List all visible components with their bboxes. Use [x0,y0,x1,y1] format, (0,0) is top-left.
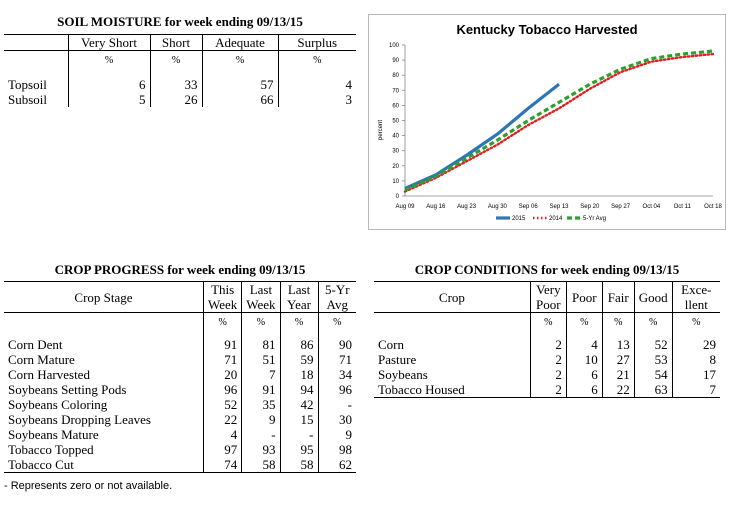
cell-value: 6 [566,382,602,398]
crop-progress-table [4,281,356,473]
unit-label: % [634,313,672,332]
cell-value: 81 [242,337,280,352]
cell-value: 27 [602,352,634,367]
cell-value: 52 [634,337,672,352]
tobacco-harvest-chart [368,14,726,230]
cell-value: 4 [203,427,241,442]
cell-value: 4 [566,337,602,352]
chart-legend [496,216,606,222]
row-label: Topsoil [8,77,47,92]
soil-moisture-title: SOIL MOISTURE for week ending 09/13/15 [57,14,303,29]
unit-spacer [4,51,68,70]
y-tick-label: 80 [392,73,399,80]
row-label: Soybeans Dropping Leaves [8,412,151,427]
cell-value: 52 [203,397,241,412]
col-header-surplus: Surplus [278,35,356,51]
y-tick-label: 70 [392,88,399,95]
table-row [4,412,356,427]
unit-label: % [242,313,280,332]
col-header-last-year-2: Year [280,297,318,313]
row-label: Soybeans Coloring [8,397,108,412]
table-row [374,382,720,398]
cell-value: 74 [203,457,241,473]
cell-value: 91 [203,337,241,352]
y-tick-label: 10 [392,178,399,185]
col-header-fair: Fair [602,282,634,313]
table-row [4,457,356,473]
cell-value: 22 [203,412,241,427]
cell-value: 66 [202,92,278,107]
row-label: Tobacco Topped [8,442,94,457]
row-label: Soybeans Mature [8,427,99,442]
row-label: Corn Dent [8,337,63,352]
series-line-2014 [405,54,713,191]
cell-value: 7 [672,382,720,398]
crop-progress-title: CROP PROGRESS for week ending 09/13/15 [54,262,306,277]
y-tick-label: 90 [392,58,399,65]
cell-value: 7 [242,367,280,382]
table-row [4,367,356,382]
cell-value: 63 [634,382,672,398]
unit-label: % [202,51,278,70]
y-tick-label: 20 [392,163,399,170]
unit-label: % [672,313,720,332]
col-header-line: Poor [536,297,561,312]
cell-value: 71 [203,352,241,367]
col-header-very-poor [530,282,566,313]
x-tick-label: Sep 20 [580,204,600,210]
cell-value: 6 [68,77,150,92]
x-tick-label: Oct 11 [673,204,691,210]
cell-value: 95 [280,442,318,457]
row-label: Corn Mature [8,352,75,367]
chart-svg [369,15,725,229]
col-header-excellent [672,282,720,313]
x-tick-label: Sep 27 [611,204,631,210]
row-label: Soybeans [378,367,428,382]
cell-value: 30 [318,412,356,427]
y-tick-label: 50 [392,118,399,125]
col-header-5yr-avg-2: Avg [318,297,356,313]
cell-value: - [280,427,318,442]
cell-value: 17 [672,367,720,382]
cell-value: 97 [203,442,241,457]
cell-value: 58 [280,457,318,473]
col-header-good: Good [634,282,672,313]
legend-label: 5-Yr Avg [583,216,606,222]
col-header-short: Short [150,35,202,51]
y-tick-label: 40 [392,133,399,140]
cell-value: 98 [318,442,356,457]
cell-value: 90 [318,337,356,352]
row-label: Tobacco Cut [4,457,203,473]
col-header-adequate: Adequate [202,35,278,51]
x-tick-label: Aug 30 [487,204,507,210]
cell-value: 21 [602,367,634,382]
y-axis-label: percent [378,119,384,141]
unit-label: % [203,313,241,332]
cell-value: 20 [203,367,241,382]
y-tick-label: 0 [395,194,399,200]
header-spacer [4,35,68,51]
col-header-line: Exce- [681,282,712,297]
col-header-this-week-2: Week [203,297,241,313]
cell-value: 58 [242,457,280,473]
crop-conditions-table [374,281,720,398]
col-header-poor: Poor [566,282,602,313]
cell-value: 18 [280,367,318,382]
cell-value: 91 [242,382,280,397]
table-row [374,367,720,382]
table-row [4,337,356,352]
row-label: Pasture [378,352,417,367]
unit-label: % [566,313,602,332]
cell-value: 2 [530,382,566,398]
cell-value: 2 [530,337,566,352]
x-tick-label: Aug 09 [395,204,415,210]
cell-value: 29 [672,337,720,352]
col-header-last-week: Last [242,282,280,298]
cell-value: 8 [672,352,720,367]
cell-value: 9 [318,427,356,442]
unit-label: % [530,313,566,332]
cell-value: - [318,397,356,412]
cell-value: 4 [278,77,356,92]
chart-title: Kentucky Tobacco Harvested [456,22,638,37]
footnote: - Represents zero or not available. [4,480,173,492]
cell-value: 71 [318,352,356,367]
cell-value: 51 [242,352,280,367]
soil-moisture-table [4,34,356,107]
cell-value: 94 [280,382,318,397]
legend-label: 2015 [512,216,526,222]
cell-value: 93 [242,442,280,457]
table-row [4,382,356,397]
table-row [374,352,720,367]
cell-value: - [242,427,280,442]
col-header-this-week: This [203,282,241,298]
cell-value: 6 [566,367,602,382]
col-header-line: Very [536,282,561,297]
cell-value: 96 [318,382,356,397]
table-row [4,352,356,367]
cell-value: 15 [280,412,318,427]
row-label: Corn [378,337,404,352]
x-tick-label: Aug 16 [426,204,446,210]
x-tick-label: Oct 04 [642,204,661,210]
x-tick-label: Aug 23 [457,204,477,210]
cell-value: 53 [634,352,672,367]
cell-value: 86 [280,337,318,352]
cell-value: 5 [68,92,150,107]
cell-value: 3 [278,92,356,107]
row-label: Soybeans Setting Pods [8,382,127,397]
cell-value: 33 [150,77,202,92]
table-row [4,442,356,457]
row-label: Corn Harvested [8,367,90,382]
series-line-2015 [405,84,559,188]
unit-label: % [68,51,150,70]
cell-value: 22 [602,382,634,398]
cell-value: 34 [318,367,356,382]
cell-value: 10 [566,352,602,367]
unit-label: % [602,313,634,332]
unit-label: % [278,51,356,70]
x-tick-label: Sep 06 [518,204,538,210]
y-tick-label: 60 [392,103,399,110]
chart-series [405,51,713,191]
cell-value: 57 [202,77,278,92]
table-row [4,77,356,92]
col-header-5yr-avg: 5-Yr [318,282,356,298]
cell-value: 26 [150,92,202,107]
cell-value: 54 [634,367,672,382]
cell-value: 2 [530,352,566,367]
y-tick-label: 100 [388,43,399,49]
chart-axes [389,43,723,210]
row-label: Subsoil [8,92,48,107]
col-header-line: llent [684,297,708,312]
cell-value: 59 [280,352,318,367]
col-header-last-year: Last [280,282,318,298]
table-row [4,427,356,442]
col-header-crop-stage: Crop Stage [4,282,203,313]
x-tick-label: Oct 18 [704,204,722,210]
table-row [374,337,720,352]
cell-value: 42 [280,397,318,412]
col-header-last-week-2: Week [242,297,280,313]
series-line-5-yr-avg [405,51,713,190]
unit-label: % [318,313,356,332]
unit-label: % [150,51,202,70]
cell-value: 13 [602,337,634,352]
unit-label: % [280,313,318,332]
cell-value: 96 [203,382,241,397]
y-tick-label: 30 [392,148,399,155]
cell-value: 35 [242,397,280,412]
table-row [4,397,356,412]
cell-value: 62 [318,457,356,473]
x-tick-label: Sep 13 [549,204,569,210]
col-header-very-short: Very Short [68,35,150,51]
cell-value: 2 [530,367,566,382]
legend-label: 2014 [549,216,563,222]
cell-value: 9 [242,412,280,427]
crop-conditions-title: CROP CONDITIONS for week ending 09/13/15 [414,262,680,277]
row-label: Tobacco Housed [374,382,530,398]
table-row [4,92,356,107]
col-header-crop: Crop [374,282,530,313]
